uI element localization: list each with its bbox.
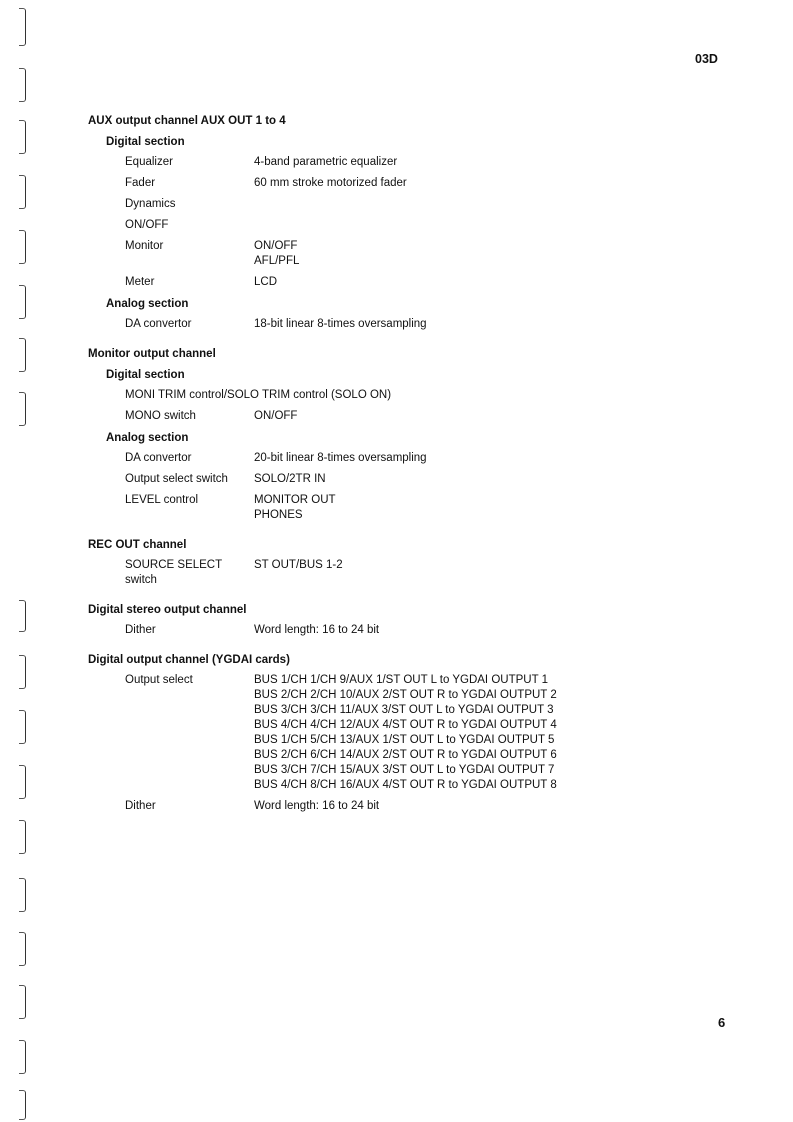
spec-value: 18-bit linear 8-times oversampling [254,318,427,330]
binder-mark [19,68,26,102]
spec-row [125,799,768,814]
spec-value: 4-band parametric equalizer [254,156,398,168]
spec-label: ON/OFF [125,219,169,231]
subsection-title: Digital section [106,369,185,381]
spec-value: ON/OFF AFL/PFL [254,240,300,267]
binder-mark [19,1090,26,1120]
spec-row [125,218,768,233]
spec-row [125,409,768,424]
spec-value: Word length: 16 to 24 bit [254,624,380,636]
subsection-title: Digital section [106,136,185,148]
binder-mark [19,285,26,319]
spec-label: Output select switch [125,473,228,485]
spec-value: ON/OFF [254,410,298,422]
spec-label: Dynamics [125,198,176,210]
spec-value: Word length: 16 to 24 bit [254,800,380,812]
spec-row [125,239,768,269]
spec-section [88,346,768,537]
binder-mark [19,175,26,209]
spec-row [125,493,768,523]
binder-mark [19,338,26,372]
spec-value: BUS 1/CH 1/CH 9/AUX 1/ST OUT L to YGDAI OUTPUT 1 BUS 2/CH 2/CH 10/AUX 2/ST OUT R to YGDAI OUTPUT 2 BUS 3/CH 3/CH 11/AUX 3/ST OUT L to YGDAI OUTPUT 3 BUS 4/CH 4/CH 12/AUX 4/ST OUT R to YGDAI OUTPUT 4 BUS 1/CH 5/CH 13/AUX 1/ST OUT L to YGDAI OUTPUT 5 BUS 2/CH 6/CH 14/AUX 2/ST OUT R to YGDAI OUTPUT 6 BUS 3/CH 7/CH 15/AUX 3/ST OUT L to YGDAI OUTPUT 7 BUS 4/CH 8/CH 16/AUX 4/ST OUT R to YGDAI OUTPUT 8 [254,674,557,791]
binder-mark [19,8,26,46]
spec-value [254,197,768,212]
spec-value: SOLO/2TR IN [254,473,326,485]
binder-mark [19,710,26,744]
spec-row [125,275,768,290]
section-title: REC OUT channel [88,539,187,551]
subsection-title: Analog section [106,432,189,444]
spec-content [88,113,768,828]
spec-section [88,652,768,828]
spec-row [125,388,768,403]
section-title: Monitor output channel [88,348,216,360]
spec-label: MONO switch [125,410,196,422]
spec-value [254,388,768,403]
spec-row [125,317,768,332]
subsection-title: Analog section [106,298,189,310]
binder-mark [19,878,26,912]
binder-mark [19,932,26,966]
spec-row [125,155,768,170]
spec-row [125,197,768,212]
spec-label: DA convertor [125,452,192,464]
section-title: Digital stereo output channel [88,604,247,616]
spec-label: LEVEL control [125,494,199,506]
binder-mark [19,600,26,632]
binder-mark [19,392,26,426]
page-number: 6 [718,1015,726,1030]
spec-value: 60 mm stroke motorized fader [254,177,407,189]
spec-row [125,558,768,588]
spec-label: Monitor [125,240,164,252]
spec-row [125,673,768,793]
spec-label: Output select [125,674,193,686]
binder-mark [19,230,26,264]
spec-label: Dither [125,624,156,636]
spec-label: Meter [125,276,155,288]
binder-mark [19,820,26,854]
spec-row [125,451,768,466]
section-title: Digital output channel (YGDAI cards) [88,654,290,666]
spec-label: Equalizer [125,156,173,168]
binder-mark [19,120,26,154]
spec-label: MONI TRIM control/SOLO TRIM control (SOLO ON) [125,389,392,401]
spec-row [125,623,768,638]
spec-label: Dither [125,800,156,812]
spec-value: 20-bit linear 8-times oversampling [254,452,427,464]
section-title: AUX output channel AUX OUT 1 to 4 [88,115,286,127]
spec-value: LCD [254,276,278,288]
spec-row [125,176,768,191]
spec-label: Fader [125,177,156,189]
spec-value: ST OUT/BUS 1-2 [254,559,343,571]
model-code: 03D [695,52,718,66]
binder-mark [19,1040,26,1074]
spec-label: SOURCE SELECT switch [125,559,223,586]
spec-section [88,537,768,602]
binder-mark [19,655,26,689]
binder-mark [19,985,26,1019]
spec-value [254,218,768,233]
binder-mark [19,765,26,799]
spec-row [125,472,768,487]
spec-section [88,602,768,652]
spec-value: MONITOR OUT PHONES [254,494,336,521]
spec-label: DA convertor [125,318,192,330]
spec-section [88,113,768,346]
